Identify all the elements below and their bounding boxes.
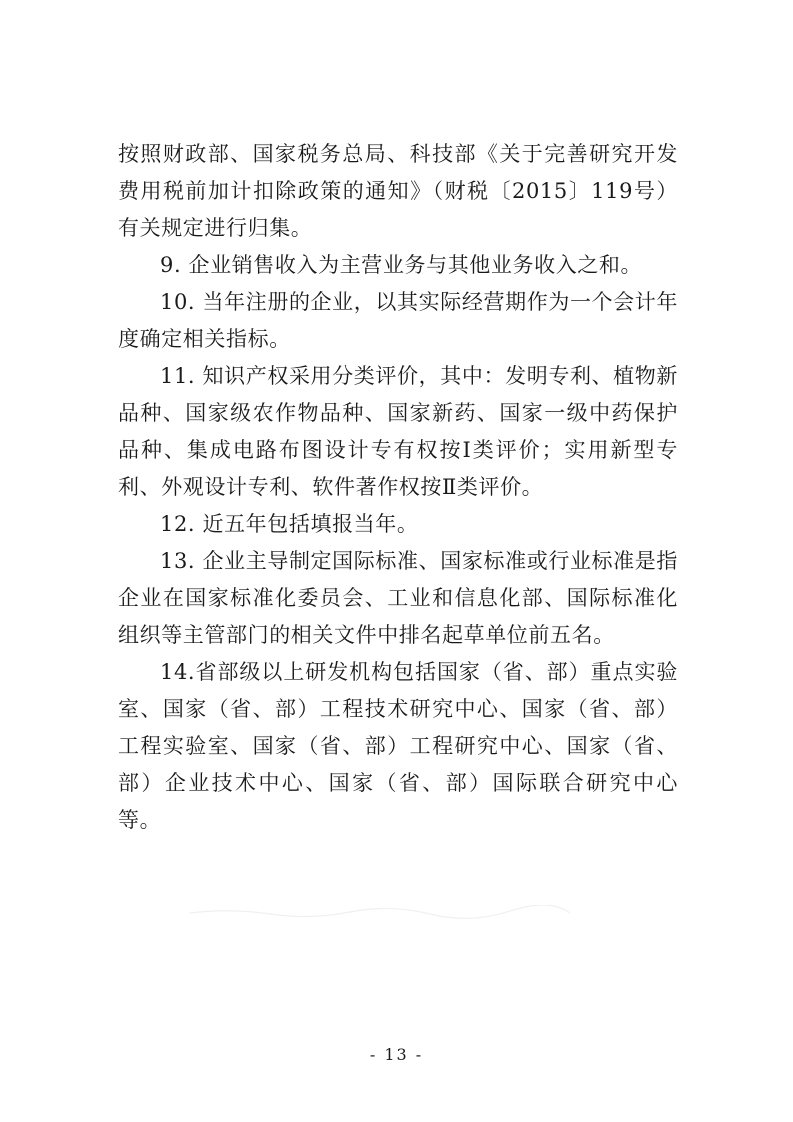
paragraph-item-14: 14.省部级以上研发机构包括国家（省、部）重点实验室、国家（省、部）工程技术研究中心、国家（省、部）工程实验室、国家（省、部）工程研究中心、国家（省、部）企业技术中心、国家（省、部）国际联合研究中心等。: [118, 660, 678, 832]
paragraph-item-13: 13. 企业主导制定国际标准、国家标准或行业标准是指企业在国家标准化委员会、工业和信息化部、国际标准化组织等主管部门的相关文件中排名起草单位前五名。: [118, 549, 678, 647]
paragraph-item-10: 10. 当年注册的企业，以其实际经营期作为一个会计年度确定相关指标。: [118, 290, 678, 351]
paragraph-item-11: 11. 知识产权采用分类评价，其中：发明专利、植物新品种、国家级农作物品种、国家新药、国家一级中药保护品种、集成电路布图设计专有权按Ⅰ类评价；实用新型专利、外观设计专利、软件著作权按Ⅱ类评价。: [118, 364, 678, 499]
paragraph-continuation: 按照财政部、国家税务总局、科技部《关于完善研究开发费用税前加计扣除政策的通知》（财税〔2015〕119号）有关规定进行归集。: [118, 142, 678, 240]
paragraph-item-9: 9. 企业销售收入为主营业务与其他业务收入之和。: [160, 253, 643, 277]
paragraph-item-12: 12. 近五年包括填报当年。: [160, 512, 419, 536]
page-number: - 13 -: [369, 1045, 424, 1064]
body-text: [118, 136, 678, 839]
scan-artifact: [190, 905, 570, 919]
